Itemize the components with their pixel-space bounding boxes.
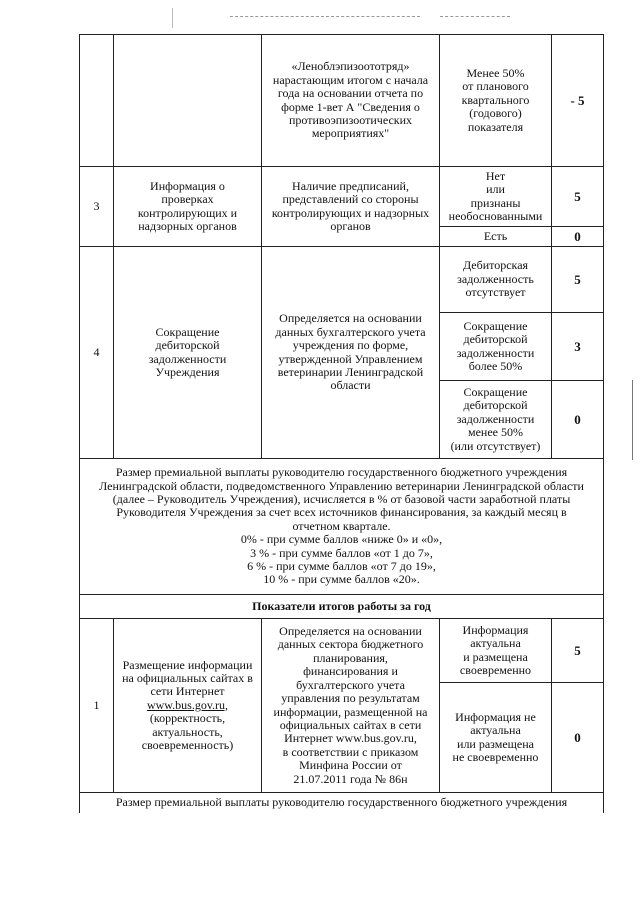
indicator-cell: Размещение информации на официальных сайтах в сети Интернет www.bus.gov.ru, (корректность, актуальность, своевременность) <box>114 619 262 793</box>
score-cell: 5 <box>552 247 604 313</box>
footer-paragraph: Размер премиальной выплаты руководителю государственного бюджетного учреждения <box>80 793 604 813</box>
num-cell: 4 <box>80 247 114 459</box>
indicator-cell <box>114 35 262 167</box>
score-cell: 0 <box>552 227 604 247</box>
criteria-table <box>79 34 604 813</box>
table-row <box>80 595 604 619</box>
bonus-paragraph: Размер премиальной выплаты руководителю государственного бюджетного учреждения Ленинградской области, подведомственного Управлению ветеринарии Ленинградской области (далее – Руководитель Учреждения), исчисляется в % от базовой части заработной платы Руководителя Учреждения за счет всех источников финансирования, за каждый месяц в отчетном квартале. 0% - при сумме баллов «ниже 0» и «0», 3 % - при сумме баллов «от 1 до 7», 6 % - при сумме баллов «от 7 до 19», 10 % - при сумме баллов «20». <box>80 459 604 595</box>
indicator-cell: Информация о проверках контролирующих и надзорных органов <box>114 167 262 247</box>
table-row <box>80 35 604 167</box>
scan-mark <box>230 16 420 17</box>
criterion-cell: Есть <box>440 227 552 247</box>
criterion-cell: Сокращение дебиторской задолженности менее 50% (или отсутствует) <box>440 381 552 459</box>
table-row <box>80 167 604 227</box>
score-cell: - 5 <box>552 35 604 167</box>
scan-mark <box>440 16 510 17</box>
indicator-cell: Сокращение дебиторской задолженности Учреждения <box>114 247 262 459</box>
criterion-cell: Информация не актуальна или размещена не своевременно <box>440 683 552 793</box>
method-cell: «Леноблэпизоототряд» нарастающим итогом с начала года на основании отчета по форме 1-вет А "Сведения о противоэпизоотических мероприятиях" <box>262 35 440 167</box>
scan-mark <box>632 380 633 460</box>
score-cell: 5 <box>552 167 604 227</box>
method-cell: Наличие предписаний, представлений со стороны контролирующих и надзорных органов <box>262 167 440 247</box>
method-cell: Определяется на основании данных бухгалтерского учета учреждения по форме, утвержденной Управлением ветеринарии Ленинградской области <box>262 247 440 459</box>
criterion-cell: Дебиторская задолженность отсутствует <box>440 247 552 313</box>
score-cell: 0 <box>552 683 604 793</box>
criterion-cell: Сокращение дебиторской задолженности более 50% <box>440 313 552 381</box>
num-cell: 3 <box>80 167 114 247</box>
section-heading: Показатели итогов работы за год <box>80 595 604 619</box>
table-row <box>80 247 604 313</box>
table-row <box>80 619 604 683</box>
score-cell: 0 <box>552 381 604 459</box>
table-row <box>80 793 604 813</box>
method-cell: Определяется на основании данных сектора бюджетного планирования, финансирования и бухгалтерского учета управления по результатам информации, размещенной на официальных сайтах в сети Интернет www.bus.gov.ru, в соответствии с приказом Минфина России от 21.07.2011 года № 86н <box>262 619 440 793</box>
criterion-cell: Менее 50% от планового квартального (годового) показателя <box>440 35 552 167</box>
criterion-cell: Информация актуальна и размещена своевременно <box>440 619 552 683</box>
num-cell <box>80 35 114 167</box>
criterion-cell: Нет или признаны необоснованными <box>440 167 552 227</box>
score-cell: 5 <box>552 619 604 683</box>
num-cell: 1 <box>80 619 114 793</box>
scan-mark <box>172 8 173 28</box>
table-row <box>80 459 604 595</box>
score-cell: 3 <box>552 313 604 381</box>
